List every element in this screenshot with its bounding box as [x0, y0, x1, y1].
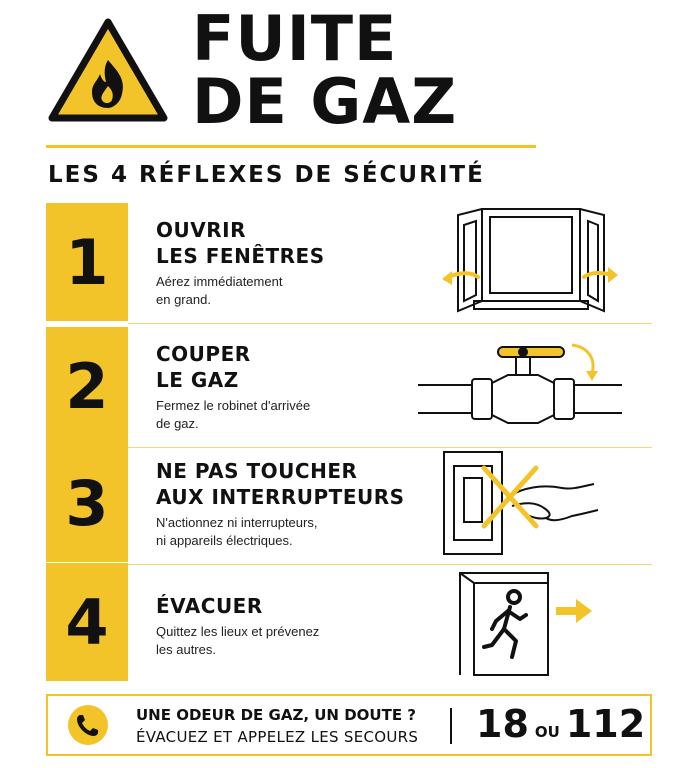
step-heading-line-1: ÉVACUER: [156, 594, 263, 618]
fire-warning-icon: [46, 16, 170, 126]
emergency-footer: [46, 694, 652, 756]
step-number: 2: [65, 349, 109, 423]
emergency-numbers: [476, 702, 645, 746]
step-description-line-1: Quittez les lieux et prévenez: [156, 624, 320, 639]
page-subtitle: LES 4 RÉFLEXES DE SÉCURITÉ: [48, 162, 485, 188]
step-heading-line-2: LES FENÊTRES: [156, 244, 325, 268]
step-1: [46, 203, 652, 321]
step-number: 3: [65, 466, 109, 540]
light-switch-crossed-icon: [412, 444, 652, 562]
step-number: 4: [65, 585, 109, 659]
step-3: [46, 444, 652, 562]
title-line-1: FUITE: [192, 2, 398, 75]
step-description-line-2: de gaz.: [156, 416, 199, 431]
step-2: [46, 327, 652, 445]
step-description-line-2: en grand.: [156, 292, 211, 307]
step-heading-line-2: LE GAZ: [156, 368, 239, 392]
step-heading: [156, 593, 263, 619]
gas-valve-icon: [412, 327, 652, 445]
step-number-badge: [46, 444, 128, 562]
step-number-badge: [46, 327, 128, 445]
step-number-badge: [46, 563, 128, 681]
emergency-number-18[interactable]: 18: [476, 702, 529, 746]
step-heading-line-1: NE PAS TOUCHER: [156, 459, 358, 483]
open-window-icon: [412, 203, 652, 321]
step-description-line-2: les autres.: [156, 642, 216, 657]
step-heading-line-1: COUPER: [156, 342, 251, 366]
step-heading: [156, 458, 405, 510]
or-text: OU: [534, 723, 560, 741]
step-number: 1: [65, 225, 109, 299]
step-heading: [156, 341, 251, 393]
footer-instruction: ÉVACUEZ ET APPELEZ LES SECOURS: [136, 728, 419, 746]
footer-divider: [450, 708, 452, 744]
step-description: [156, 514, 356, 550]
step-description: [156, 397, 356, 433]
step-description-line-1: Aérez immédiatement: [156, 274, 283, 289]
emergency-number-112[interactable]: 112: [565, 702, 646, 746]
step-divider: [128, 323, 652, 325]
footer-question: UNE ODEUR DE GAZ, UN DOUTE ?: [136, 706, 416, 724]
step-4: [46, 563, 652, 681]
exit-running-person-icon: [412, 563, 652, 681]
step-description-line-2: ni appareils électriques.: [156, 533, 293, 548]
step-description-line-1: Fermez le robinet d'arrivée: [156, 398, 311, 413]
step-description-line-1: N'actionnez ni interrupteurs,: [156, 515, 318, 530]
step-heading-line-1: OUVRIR: [156, 218, 246, 242]
title-divider: [46, 145, 536, 148]
page-title: [192, 2, 458, 138]
step-heading-line-2: AUX INTERRUPTEURS: [156, 485, 405, 509]
step-number-badge: [46, 203, 128, 321]
title-line-2: DE GAZ: [192, 65, 458, 138]
step-description: [156, 623, 356, 659]
phone-icon: [68, 705, 108, 745]
step-description: [156, 273, 356, 309]
step-heading: [156, 217, 325, 269]
